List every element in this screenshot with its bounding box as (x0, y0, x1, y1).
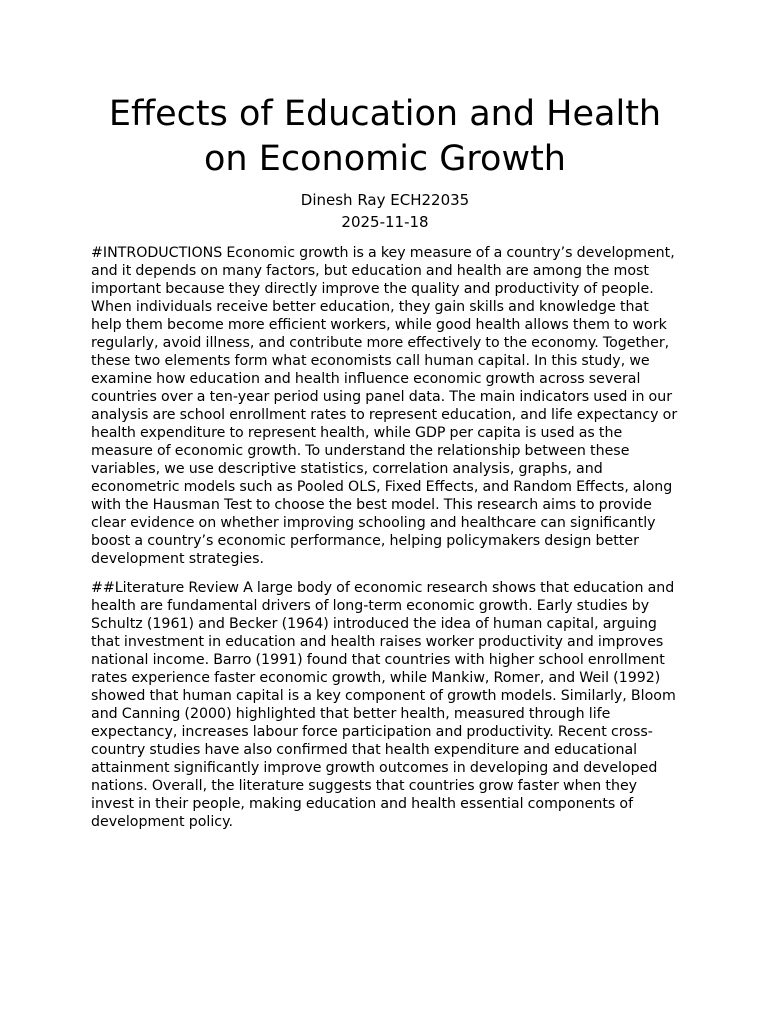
introduction-paragraph: #INTRODUCTIONS Economic growth is a key measure of a country’s development, and it depends on many factors, but education and health are among the most important because they directly improve the quality and productivity of people. When individuals receive better education, they gain skills and knowledge that help them become more efficient workers, while good health allows them to work regularly, avoid illness, and contribute more effectively to the economy. Together, these two elements form what economists call human capital. In this study, we examine how education and health influence economic growth across several countries over a ten-year period using panel data. The main indicators used in our analysis are school enrollment rates to represent education, and life expectancy or health expenditure to represent health, while GDP per capita is used as the measure of economic growth. To understand the relationship between these variables, we use descriptive statistics, correlation analysis, graphs, and econometric models such as Pooled OLS, Fixed Effects, and Random Effects, along with the Hausman Test to choose the best model. This research aims to provide clear evidence on whether improving schooling and healthcare can significantly boost a country’s economic performance, helping policymakers design better development strategies. (91, 245, 678, 567)
literature-review-paragraph: ##Literature Review A large body of economic research shows that education and health are fundamental drivers of long-term economic growth. Early studies by Schultz (1961) and Becker (1964) introduced the idea of human capital, arguing that investment in education and health raises worker productivity and improves national income. Barro (1991) found that countries with higher school enrollment rates experience faster economic growth, while Mankiw, Romer, and Weil (1992) showed that human capital is a key component of growth models. Similarly, Bloom and Canning (2000) highlighted that better health, measured through life expectancy, increases labour force participation and productivity. Recent cross-country studies have also confirmed that health expenditure and educational attainment significantly improve growth outcomes in developing and developed nations. Overall, the literature suggests that countries grow faster when they invest in their people, making education and health essential components of development policy. (91, 580, 676, 830)
document-date: 2025-11-18 (341, 213, 429, 231)
document-author: Dinesh Ray ECH22035 (300, 191, 470, 209)
document-title: Effects of Education and Health on Economic Growth (108, 94, 662, 179)
document-page (91, 0, 679, 831)
